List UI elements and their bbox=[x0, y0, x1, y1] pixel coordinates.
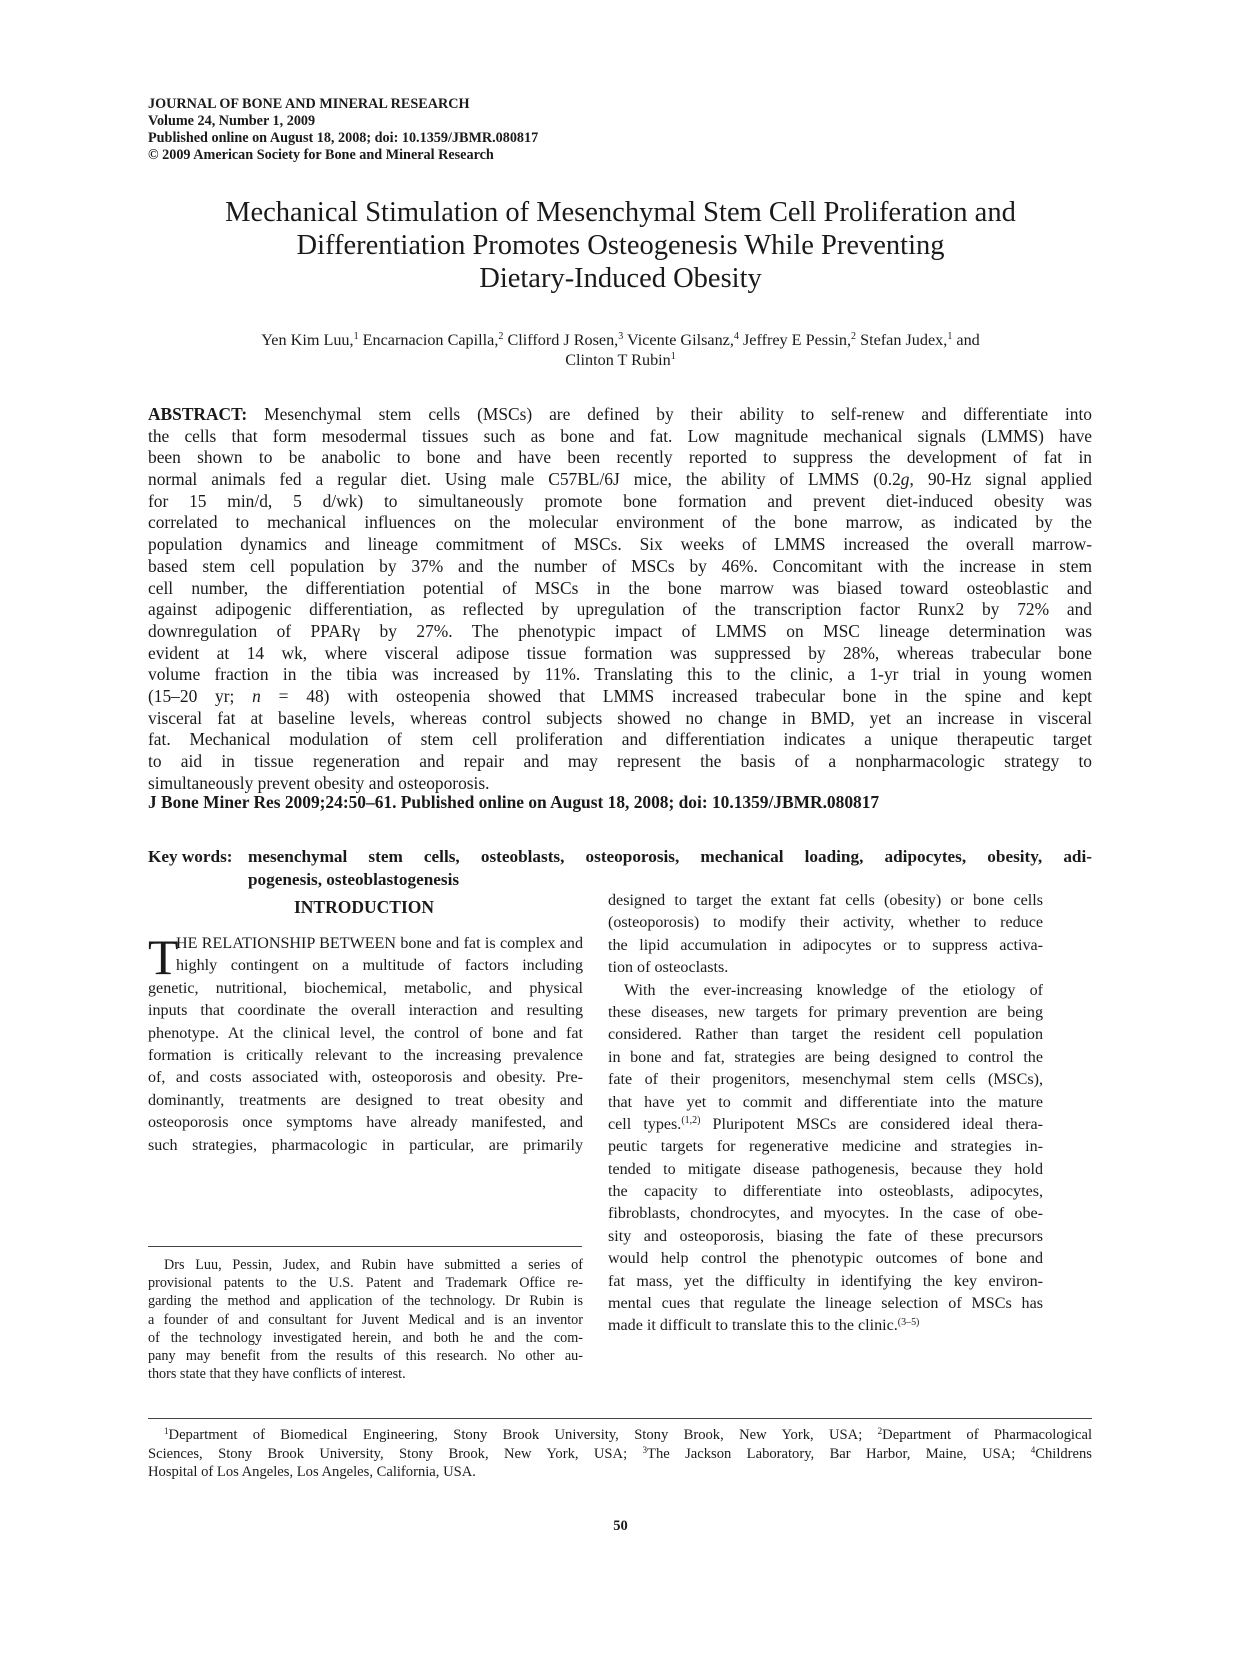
affiliations-divider bbox=[148, 1418, 1092, 1419]
affiliation-line: $^1$Department of Biomedical Engineering, Stony Brook University, Stony Brook, New York, USA; $^2$Department of Pharmacological bbox=[164, 1426, 1092, 1443]
body-line: of, and costs associated with, osteoporosis and obesity. Pre- bbox=[148, 1069, 583, 1087]
body-line: that have yet to commit and differentiate into the mature bbox=[608, 1093, 1043, 1111]
body-line: these diseases, new targets for primary prevention are being bbox=[608, 1003, 1043, 1021]
abstract-line: (15–20 yr; n = 48) with osteopenia showed that LMMS increased trabecular bone in the spine and kept bbox=[148, 685, 1092, 706]
body-line: fate of their progenitors, mesenchymal stem cells (MSCs), bbox=[608, 1071, 1043, 1089]
author: Stefan Judex,$^1$ bbox=[860, 331, 953, 349]
abstract-line: simultaneously prevent obesity and osteoporosis. bbox=[148, 772, 490, 793]
abstract-line: evident at 14 wk, where visceral adipose tissue formation was suppressed by 28%, whereas trabecular bone bbox=[148, 642, 1092, 663]
body-line: considered. Rather than target the resident cell population bbox=[608, 1026, 1043, 1044]
abstract-line: for 15 min/d, 5 d/wk) to simultaneously promote bone formation and prevent diet-induced obesity was bbox=[148, 490, 1092, 511]
abstract-line: the cells that form mesodermal tissues such as bone and fat. Low magnitude mechanical signals (LMMS) have bbox=[148, 425, 1092, 446]
abstract-line: cell number, the differentiation potential of MSCs in the bone marrow was biased toward osteoblastic and bbox=[148, 577, 1092, 598]
footnote-line: garding the method and application of the technology. Dr Rubin is bbox=[148, 1293, 583, 1310]
abstract-line: correlated to mechanical influences on the molecular environment of the bone marrow, as indicated by the bbox=[148, 512, 1092, 533]
body-line: With the ever-increasing knowledge of the etiology of bbox=[624, 981, 1043, 999]
body-line: fibroblasts, chondrocytes, and myocytes. In the case of obe- bbox=[608, 1205, 1043, 1223]
body-line: highly contingent on a multitude of factors including bbox=[176, 957, 583, 975]
keywords bbox=[148, 845, 1092, 891]
body-line: tended to mitigate disease pathogenesis, because they hold bbox=[608, 1160, 1043, 1178]
journal-name: JOURNAL OF BONE AND MINERAL RESEARCH bbox=[148, 96, 470, 112]
body-line: inputs that coordinate the overall interaction and resulting bbox=[148, 1002, 583, 1020]
body-line: the lipid accumulation in adipocytes or to suppress activa- bbox=[608, 936, 1043, 954]
body-line: osteoporosis once symptoms have already manifested, and bbox=[148, 1114, 583, 1132]
abstract-label: ABSTRACT: bbox=[148, 404, 248, 424]
introduction-heading: INTRODUCTION bbox=[293, 897, 435, 917]
reference-marker: (3–5) bbox=[897, 1316, 920, 1328]
title-line: Differentiation Promotes Osteogenesis While Preventing bbox=[296, 230, 945, 261]
abstract-line: volume fraction in the tibia was increased by 11%. Translating this to the clinic, a 1-yr trial in young women bbox=[148, 664, 1092, 685]
footnote-line: of the technology investigated herein, and both he and the com- bbox=[148, 1329, 583, 1346]
drop-cap: T bbox=[148, 929, 179, 985]
introduction-left-column bbox=[148, 929, 583, 1157]
abstract-line: downregulation of PPARγ by 27%. The phenotypic impact of LMMS on MSC lineage determination was bbox=[148, 620, 1092, 641]
abstract bbox=[148, 404, 1092, 794]
title-line: Mechanical Stimulation of Mesenchymal Stem Cell Proliferation and bbox=[225, 197, 1016, 228]
abstract-line: been shown to be anabolic to bone and have been recently reported to suppress the development of fat in bbox=[148, 447, 1092, 468]
body-line: would help control the phenotypic outcomes of bone and bbox=[608, 1250, 1043, 1268]
body-line: made it difficult to translate this to the clinic.$^{(3-5)}$ bbox=[608, 1316, 920, 1335]
abstract-line: to aid in tissue regeneration and repair and may represent the basis of a nonpharmacologic strategy to bbox=[148, 751, 1092, 771]
abstract-line: normal animals fed a regular diet. Using male C57BL/6J mice, the ability of LMMS (0.2g, 90-Hz signal applied bbox=[148, 469, 1093, 490]
keywords-label: Key words: bbox=[148, 847, 233, 866]
footnote-line: a founder of and consultant for Juvent Medical and is an inventor bbox=[148, 1311, 583, 1328]
body-line: tion of osteoclasts. bbox=[608, 959, 729, 977]
author: Yen Kim Luu,$^1$ bbox=[261, 331, 359, 349]
body-line: dominantly, treatments are designed to treat obesity and bbox=[148, 1091, 583, 1109]
body-line: such strategies, pharmacologic in particular, are primarily bbox=[148, 1136, 583, 1154]
body-line: sity and osteoporosis, biasing the fate of these precursors bbox=[608, 1227, 1043, 1245]
affiliation-line: Sciences, Stony Brook University, Stony Brook, New York, USA; $^3$The Jackson Laboratory, Bar Harbor, Maine, USA; $^4$Childrens bbox=[148, 1444, 1092, 1462]
copyright-line: © 2009 American Society for Bone and Mineral Research bbox=[148, 147, 494, 163]
journal-header bbox=[148, 96, 538, 164]
body-line: genetic, nutritional, biochemical, metabolic, and physical bbox=[148, 979, 583, 997]
page-number: 50 bbox=[613, 1518, 628, 1534]
keywords-line: mesenchymal stem cells, osteoblasts, osteoporosis, mechanical loading, adipocytes, obesity, adi- bbox=[248, 847, 1092, 866]
disclosure-footnote bbox=[148, 1256, 583, 1383]
title-line: Dietary-Induced Obesity bbox=[479, 263, 762, 294]
footnote-line: Drs Luu, Pessin, Judex, and Rubin have submitted a series of bbox=[164, 1257, 583, 1273]
body-line: fat mass, yet the difficulty in identifying the key environ- bbox=[608, 1272, 1043, 1290]
body-line: peutic targets for regenerative medicine and strategies in- bbox=[608, 1138, 1043, 1156]
citation: J Bone Miner Res 2009;24:50–61. Published online on August 18, 2008; doi: 10.1359/JBMR.080817 bbox=[148, 792, 880, 812]
body-line: designed to target the extant fat cells (obesity) or bone cells bbox=[608, 892, 1043, 909]
body-line: phenotype. At the clinical level, the control of bone and fat bbox=[148, 1024, 583, 1042]
abstract-line: against adipogenic differentiation, as reflected by upregulation of the transcription factor Runx2 by 72% and bbox=[148, 599, 1092, 620]
abstract-line: ABSTRACT: Mesenchymal stem cells (MSCs) are defined by their ability to self-renew and differentiate into bbox=[148, 404, 1092, 424]
body-line: (osteoporosis) to modify their activity, whether to reduce bbox=[608, 914, 1043, 932]
author-list bbox=[100, 330, 1141, 370]
published-line: Published online on August 18, 2008; doi: 10.1359/JBMR.080817 bbox=[148, 130, 539, 146]
keywords-line: pogenesis, osteoblastogenesis bbox=[248, 870, 460, 889]
affiliation-line: Hospital of Los Angeles, Los Angeles, California, USA. bbox=[148, 1464, 476, 1481]
author: Clinton T Rubin$^1$ bbox=[565, 351, 676, 369]
footnote-divider bbox=[148, 1246, 582, 1247]
footnote-line: provisional patents to the U.S. Patent and Trademark Office re- bbox=[148, 1275, 583, 1292]
footnote-line: thors state that they have conflicts of interest. bbox=[148, 1366, 406, 1383]
reference-marker: (1,2) bbox=[681, 1115, 701, 1127]
author: Encarnacion Capilla,$^2$ bbox=[362, 331, 504, 349]
abstract-line: visceral fat at baseline levels, whereas control subjects showed no change in BMD, yet an increase in visceral bbox=[148, 707, 1092, 728]
paper-title bbox=[100, 196, 1141, 295]
author: Vicente Gilsanz,$^4$ bbox=[627, 331, 739, 349]
body-line: mental cues that regulate the lineage selection of MSCs has bbox=[608, 1295, 1043, 1313]
abstract-line: population dynamics and lineage commitment of MSCs. Six weeks of LMMS increased the overall marrow- bbox=[148, 534, 1092, 555]
volume-line: Volume 24, Number 1, 2009 bbox=[148, 113, 316, 129]
body-line: in bone and fat, strategies are being designed to control the bbox=[608, 1048, 1043, 1066]
abstract-line: fat. Mechanical modulation of stem cell proliferation and differentiation indicates a unique therapeutic target bbox=[148, 729, 1092, 750]
body-line: cell types.$^{(1,2)}$ Pluripotent MSCs are considered ideal thera- bbox=[608, 1115, 1043, 1133]
body-line: formation is critically relevant to the increasing prevalence bbox=[148, 1046, 583, 1064]
affiliations bbox=[148, 1426, 1092, 1482]
body-line: HE RELATIONSHIP BETWEEN bone and fat is complex and bbox=[176, 935, 583, 952]
introduction-right-column bbox=[608, 890, 1043, 1338]
author-conjunction: and bbox=[956, 331, 980, 349]
body-line: the capacity to differentiate into osteoblasts, adipocytes, bbox=[608, 1183, 1043, 1201]
footnote-line: pany may benefit from the results of this research. No other au- bbox=[148, 1347, 583, 1364]
abstract-line: based stem cell population by 37% and the number of MSCs by 46%. Concomitant with the increase in stem bbox=[148, 555, 1092, 576]
author: Clifford J Rosen,$^3$ bbox=[507, 331, 624, 349]
author: Jeffrey E Pessin,$^2$ bbox=[742, 331, 857, 349]
